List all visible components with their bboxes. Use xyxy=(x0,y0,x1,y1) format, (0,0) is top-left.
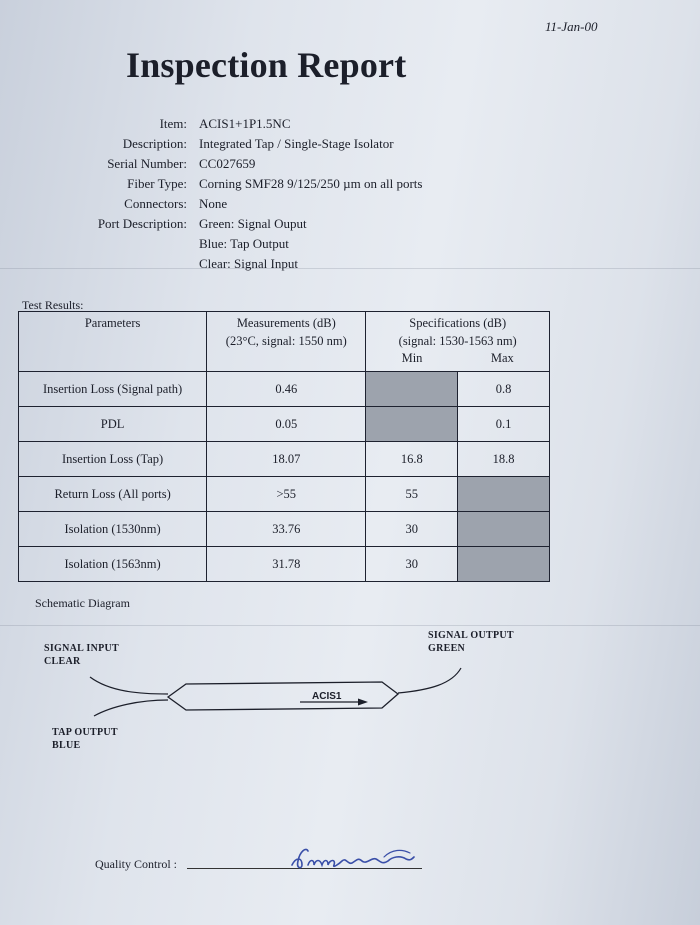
cell-max xyxy=(458,547,550,582)
test-results-table xyxy=(18,311,550,582)
cell-max: 0.1 xyxy=(458,407,550,442)
test-results-label: Test Results: xyxy=(22,298,84,312)
header-measurements-title: Measurements (dB) xyxy=(236,316,336,330)
cell-max xyxy=(458,477,550,512)
cell-measurement: 31.78 xyxy=(207,547,366,582)
cell-max: 18.8 xyxy=(458,442,550,477)
schematic-diagram xyxy=(0,620,700,730)
info-value: Integrated Tap / Single-Stage Isolator xyxy=(199,136,394,151)
info-value: Clear: Signal Input xyxy=(199,256,298,271)
header-min: Min xyxy=(401,351,423,365)
quality-control-label: Quality Control : xyxy=(95,857,177,871)
cell-measurement: >55 xyxy=(207,477,366,512)
header-specs-sub: (signal: 1530-1563 nm) xyxy=(398,334,517,348)
cell-parameter: Insertion Loss (Tap) xyxy=(19,442,207,477)
info-row-connectors xyxy=(60,194,422,214)
table-row xyxy=(19,512,550,547)
cell-min: 30 xyxy=(366,547,458,582)
signal-input-text: SIGNAL INPUT xyxy=(44,643,120,654)
cell-min: 55 xyxy=(366,477,458,512)
cell-min xyxy=(366,372,458,407)
schematic-label: Schematic Diagram xyxy=(35,596,130,610)
tap-output-fiber xyxy=(94,700,168,716)
header-measurements xyxy=(207,312,366,372)
cell-min: 30 xyxy=(366,512,458,547)
info-value: Corning SMF28 9/125/250 µm on all ports xyxy=(199,176,423,191)
item-info xyxy=(60,114,422,274)
header-measurements-sub: (23°C, signal: 1550 nm) xyxy=(225,334,347,348)
device-label: ACIS1 xyxy=(312,691,342,702)
info-row-port-blue xyxy=(60,234,422,254)
table-row xyxy=(19,407,550,442)
cell-max xyxy=(458,512,550,547)
info-row-serial xyxy=(60,154,422,174)
header-specifications xyxy=(366,312,550,372)
info-label xyxy=(60,234,199,254)
cell-measurement: 33.76 xyxy=(207,512,366,547)
cell-parameter: Isolation (1530nm) xyxy=(19,512,207,547)
page-title: Inspection Report xyxy=(126,45,407,85)
info-label: Connectors: xyxy=(124,196,187,211)
signature-icon xyxy=(288,843,428,873)
info-label: Item: xyxy=(159,116,187,131)
tap-output-color: BLUE xyxy=(52,740,81,751)
cell-parameter: Insertion Loss (Signal path) xyxy=(19,372,207,407)
cell-measurement: 0.46 xyxy=(207,372,366,407)
report-date: 11-Jan-00 xyxy=(545,19,598,34)
info-label: Fiber Type: xyxy=(127,176,187,191)
header-max: Max xyxy=(490,351,514,365)
info-label xyxy=(60,254,199,274)
cell-parameter: Return Loss (All ports) xyxy=(19,477,207,512)
info-value: None xyxy=(199,196,228,211)
header-parameters: Parameters xyxy=(19,312,207,372)
info-row-item xyxy=(60,114,422,134)
cell-min xyxy=(366,407,458,442)
info-value: CC027659 xyxy=(199,156,256,171)
info-value: ACIS1+1P1.5NC xyxy=(199,116,291,131)
info-row-description xyxy=(60,134,422,154)
cell-min: 16.8 xyxy=(366,442,458,477)
cell-max: 0.8 xyxy=(458,372,550,407)
cell-parameter: PDL xyxy=(19,407,207,442)
header-specs-title: Specifications (dB) xyxy=(409,316,507,330)
header-min-max xyxy=(367,351,548,366)
info-row-port-clear xyxy=(60,254,422,274)
table-row xyxy=(19,477,550,512)
cell-measurement: 18.07 xyxy=(207,442,366,477)
signal-output-color: GREEN xyxy=(428,643,466,654)
signal-output-fiber xyxy=(398,668,461,693)
cell-measurement: 0.05 xyxy=(207,407,366,442)
info-label: Serial Number: xyxy=(107,156,187,171)
info-label: Description: xyxy=(122,136,187,151)
table-header-row xyxy=(19,312,550,372)
cell-parameter: Isolation (1563nm) xyxy=(19,547,207,582)
info-value: Green: Signal Ouput xyxy=(199,216,307,231)
signal-input-fiber xyxy=(90,677,168,694)
tap-output-text: TAP OUTPUT xyxy=(52,727,118,738)
info-value: Blue: Tap Output xyxy=(199,236,289,251)
info-label: Port Description: xyxy=(97,216,187,231)
isolator-body xyxy=(168,682,398,710)
info-row-fiber xyxy=(60,174,422,194)
signal-output-text: SIGNAL OUTPUT xyxy=(428,630,514,641)
table-row xyxy=(19,547,550,582)
signal-input-color: CLEAR xyxy=(44,656,81,667)
table-row xyxy=(19,372,550,407)
info-row-port xyxy=(60,214,422,234)
table-row xyxy=(19,442,550,477)
direction-arrow-icon xyxy=(358,699,368,706)
